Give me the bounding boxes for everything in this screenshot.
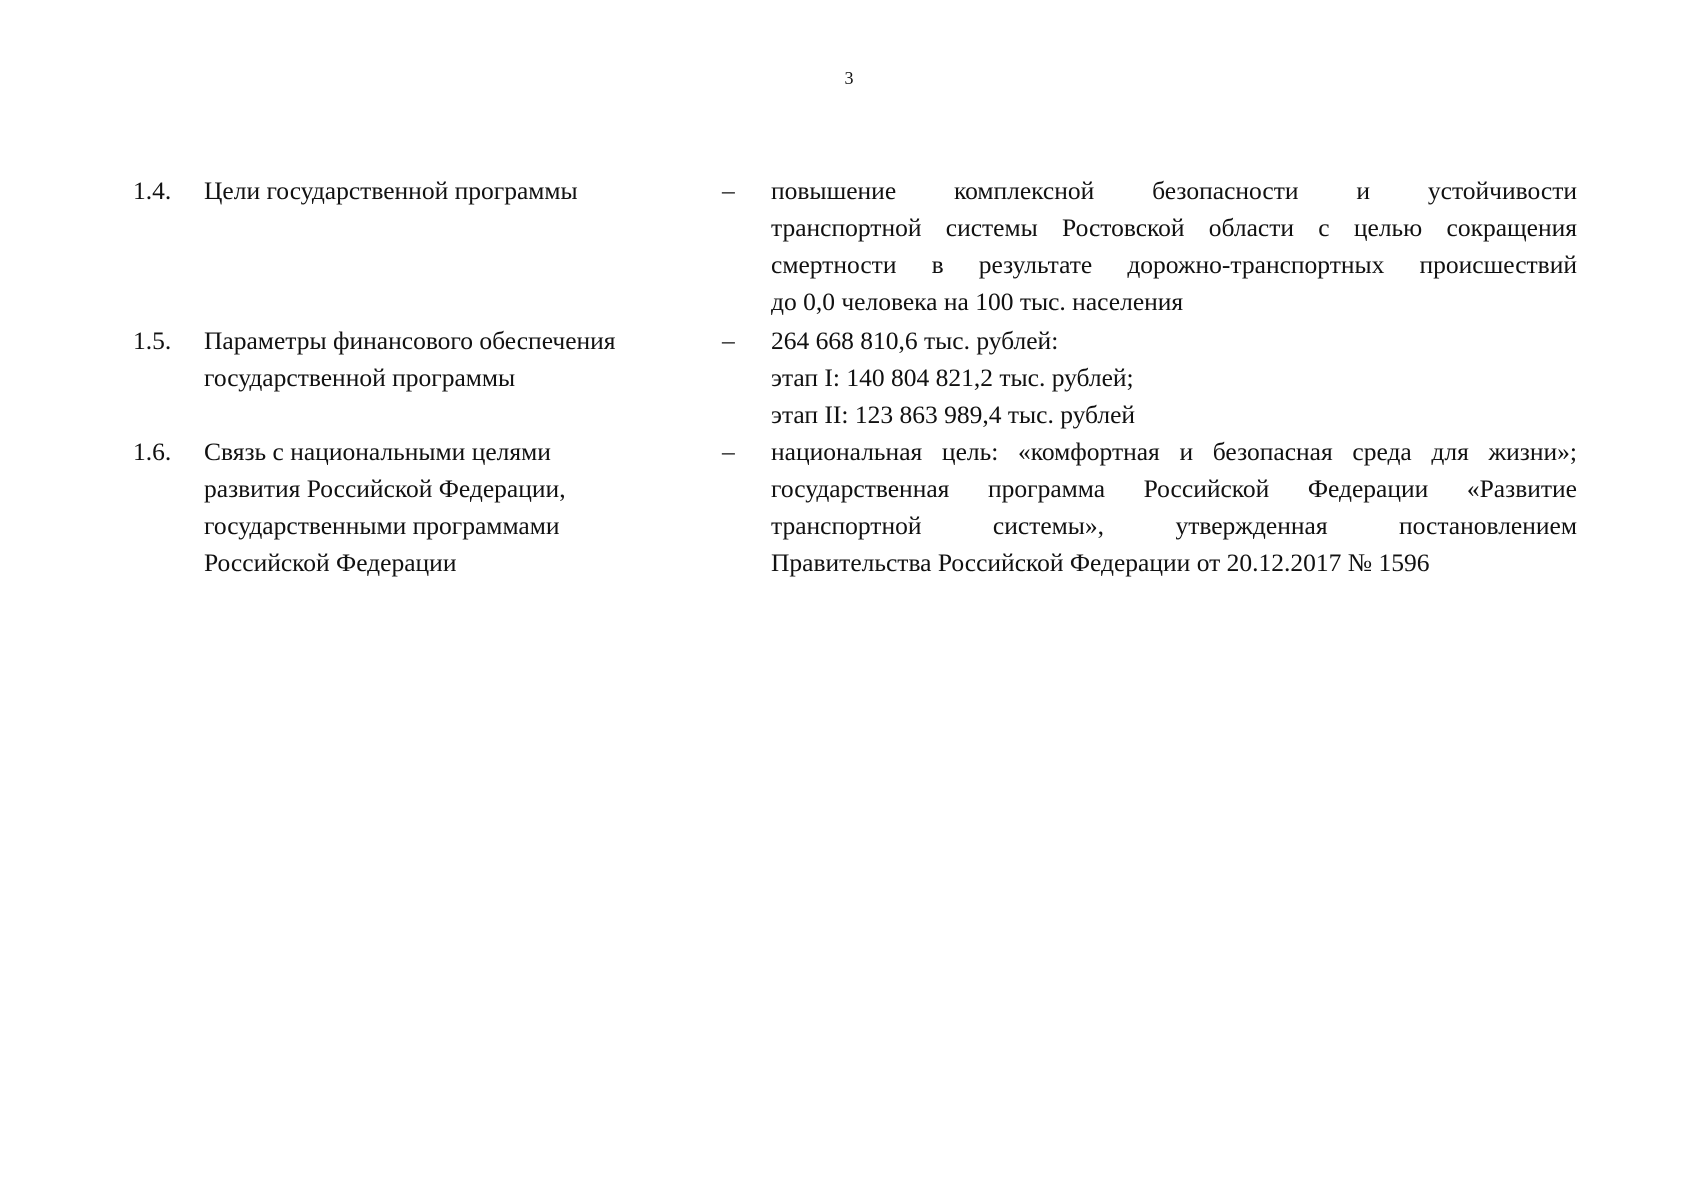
description-line: Правительства Российской Федерации от 20.12.2017 № 1596 [771, 548, 1430, 577]
row-label-line: Цели государственной программы [204, 176, 578, 205]
row-number: 1.6. [133, 437, 172, 466]
row-label-line: Российской Федерации [204, 548, 457, 577]
row-description [771, 433, 1577, 581]
row-number: 1.4. [133, 176, 172, 205]
row-label-line: государственной программы [204, 363, 516, 392]
row-description [771, 322, 1577, 433]
description-line: государственная программа Российской Федерации «Развитие [771, 474, 1577, 503]
description-line: 264 668 810,6 тыс. рублей: [771, 326, 1059, 355]
row-description [771, 172, 1577, 320]
description-line: до 0,0 человека на 100 тыс. населения [771, 287, 1184, 316]
description-line: транспортной системы Ростовской области с целью сокращения [771, 213, 1577, 242]
row-label [204, 172, 704, 209]
row-label-line: развития Российской Федерации, [204, 474, 566, 503]
row-label [204, 322, 704, 396]
page-number: 3 [844, 68, 854, 88]
description-line: этап II: 123 863 989,4 тыс. рублей [771, 400, 1136, 429]
description-line: повышение комплексной безопасности и устойчивости [771, 176, 1577, 205]
description-line: транспортной системы», утвержденная постановлением [771, 511, 1577, 540]
row-dash: – [722, 326, 735, 355]
row-dash: – [722, 176, 735, 205]
row-number: 1.5. [133, 326, 172, 355]
row-label-line: Связь с национальными целями [204, 437, 551, 466]
row-dash: – [722, 437, 735, 466]
row-label-line: государственными программами [204, 511, 560, 540]
description-line: национальная цель: «комфортная и безопасная среда для жизни»; [771, 437, 1577, 466]
row-label-line: Параметры финансового обеспечения [204, 326, 616, 355]
row-label [204, 433, 704, 581]
description-line: этап I: 140 804 821,2 тыс. рублей; [771, 363, 1134, 392]
description-line: смертности в результате дорожно-транспортных происшествий [771, 250, 1577, 279]
